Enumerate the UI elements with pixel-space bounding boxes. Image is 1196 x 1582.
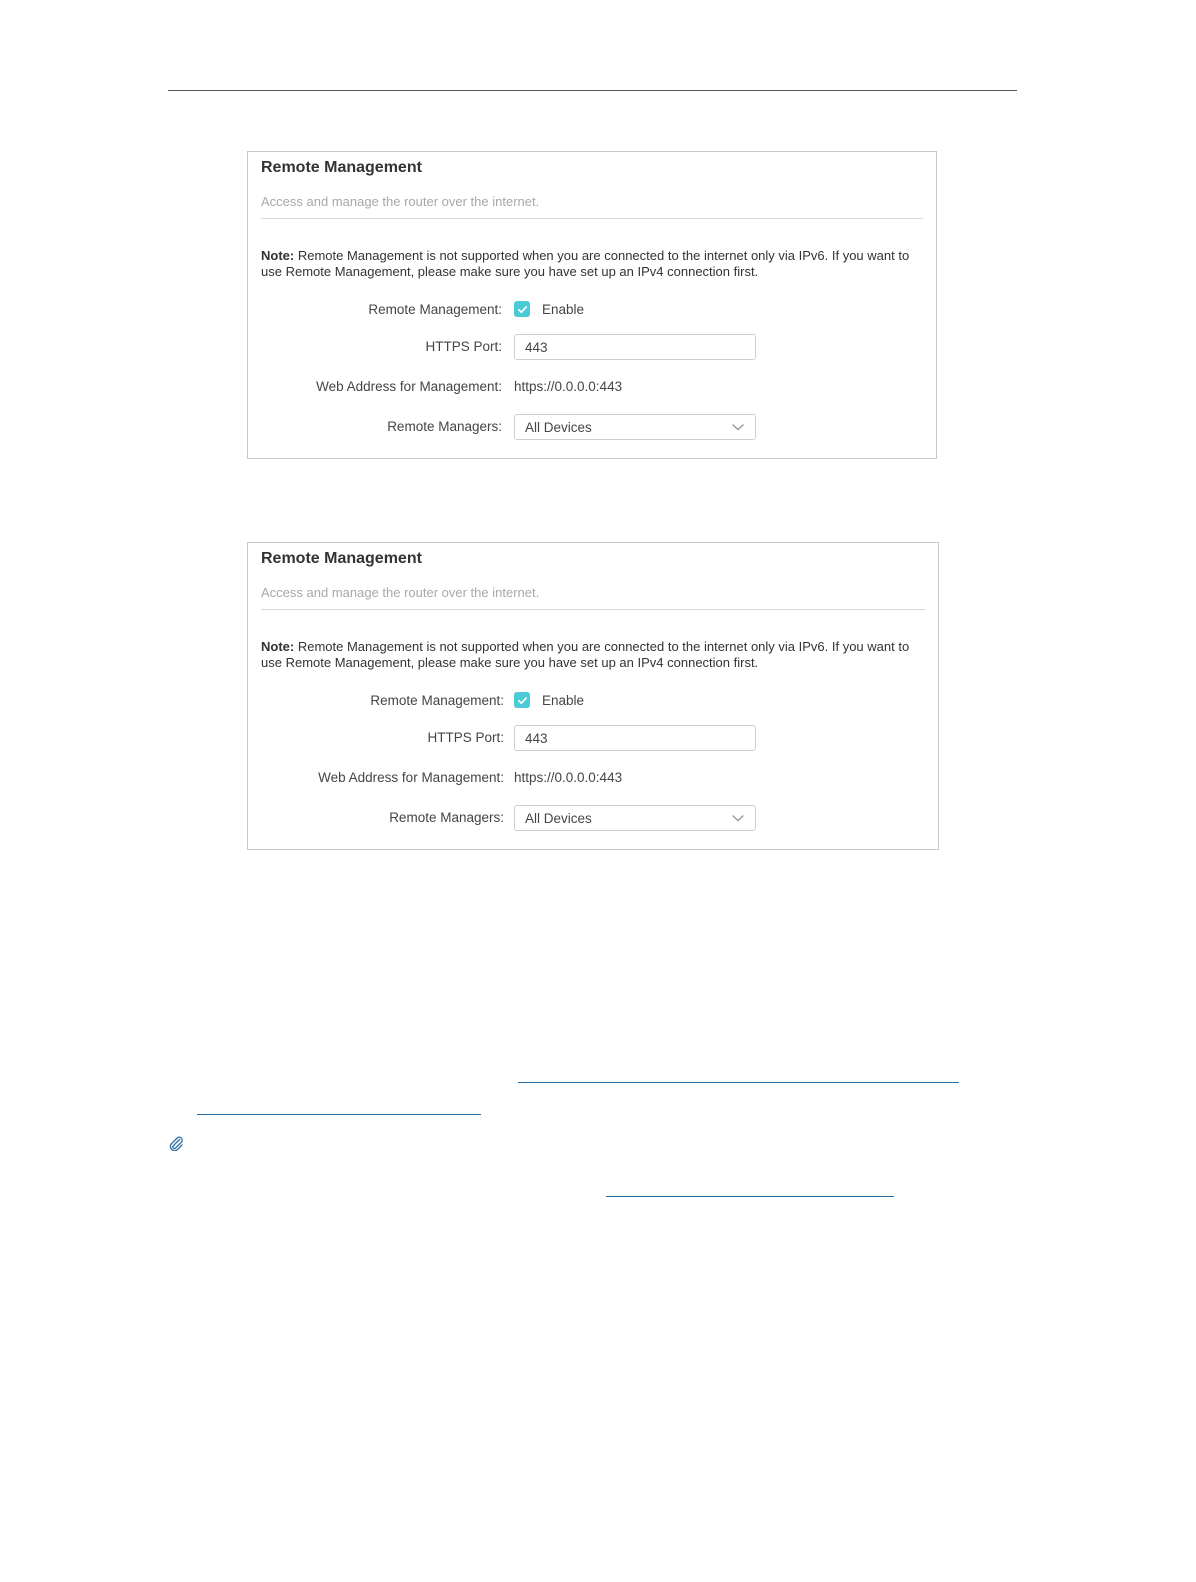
web-address-value: https://0.0.0.0:443	[514, 379, 623, 394]
web-address-label: Web Address for Management:	[318, 770, 504, 785]
check-icon	[517, 304, 528, 315]
chevron-down-icon	[731, 422, 745, 432]
panel-subtitle: Access and manage the router over the internet.	[261, 194, 540, 209]
link-underline-3[interactable]	[606, 1196, 894, 1197]
remote-managers-label: Remote Managers:	[389, 810, 504, 825]
remote-managers-row	[248, 805, 938, 831]
panel-title: Remote Management	[261, 159, 422, 176]
link-underline-1[interactable]	[518, 1082, 959, 1083]
remote-management-row	[248, 688, 938, 714]
https-port-input[interactable]: 443	[514, 334, 756, 360]
https-port-input[interactable]: 443	[514, 725, 756, 751]
enable-label[interactable]: Enable	[542, 302, 585, 317]
ipv6-note	[261, 639, 921, 671]
remote-managers-row	[248, 414, 936, 440]
paperclip-icon	[168, 1135, 184, 1151]
remote-managers-select[interactable]	[514, 805, 756, 831]
panel-divider	[261, 218, 923, 219]
panel-subtitle: Access and manage the router over the internet.	[261, 585, 540, 600]
remote-managers-value: All Devices	[525, 420, 592, 435]
web-address-value: https://0.0.0.0:443	[514, 770, 623, 785]
panel-title: Remote Management	[261, 550, 422, 567]
link-underline-2[interactable]	[197, 1114, 481, 1115]
note-text: Remote Management is not supported when you are connected to the internet only via IPv6. If you want to use Remote Management, please make sure you have set up an IPv4 connection first.	[261, 639, 910, 670]
https-port-row	[248, 725, 938, 751]
ipv6-note	[261, 248, 921, 280]
enable-checkbox[interactable]	[514, 301, 530, 317]
chevron-down-icon	[731, 813, 745, 823]
enable-label[interactable]: Enable	[542, 693, 585, 708]
remote-management-label: Remote Management:	[370, 693, 504, 708]
remote-managers-select[interactable]	[514, 414, 756, 440]
remote-management-label: Remote Management:	[368, 302, 502, 317]
remote-management-panel-1	[247, 151, 937, 459]
note-label: Note:	[261, 248, 295, 263]
https-port-label: HTTPS Port:	[427, 730, 504, 745]
web-address-row	[248, 374, 936, 400]
remote-managers-label: Remote Managers:	[387, 419, 502, 434]
check-icon	[517, 695, 528, 706]
web-address-row	[248, 765, 938, 791]
remote-management-panel-2	[247, 542, 939, 850]
web-address-label: Web Address for Management:	[316, 379, 502, 394]
remote-managers-value: All Devices	[525, 811, 592, 826]
note-label: Note:	[261, 639, 295, 654]
https-port-label: HTTPS Port:	[425, 339, 502, 354]
https-port-row	[248, 334, 936, 360]
panel-divider	[261, 609, 925, 610]
header-rule	[168, 90, 1017, 91]
note-text: Remote Management is not supported when you are connected to the internet only via IPv6. If you want to use Remote Management, please make sure you have set up an IPv4 connection first.	[261, 248, 910, 279]
remote-management-row	[248, 297, 936, 323]
enable-checkbox[interactable]	[514, 692, 530, 708]
